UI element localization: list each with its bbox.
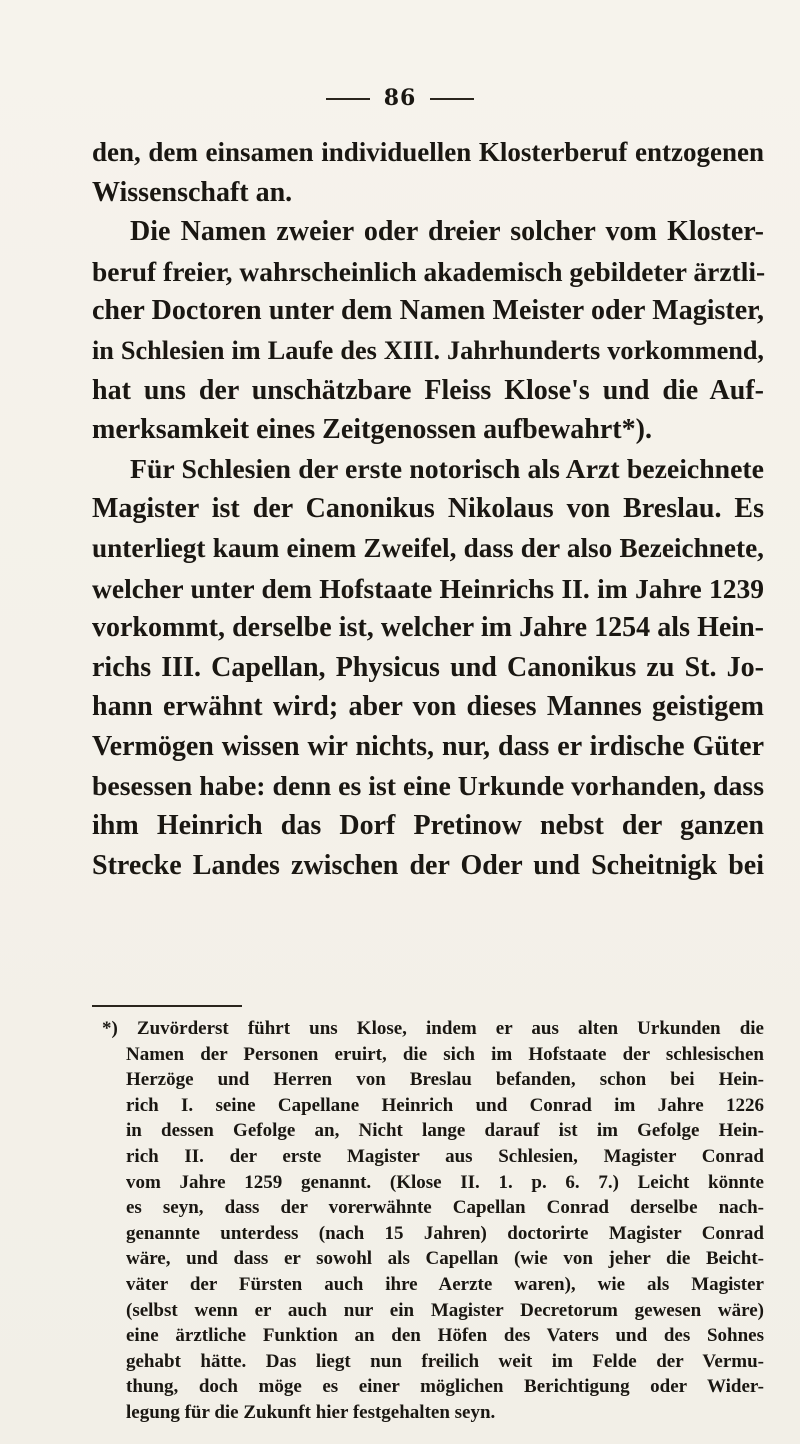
main-text bbox=[92, 133, 764, 885]
footnote-line: wäre, und dass er sowohl als Capellan (wie von jeher die Beicht- bbox=[126, 1248, 764, 1270]
footnote-line: in dessen Gefolge an, Nicht lange darauf ist im Gefolge Hein- bbox=[126, 1120, 764, 1142]
page-header bbox=[0, 85, 800, 111]
text-line: vorkommt, derselbe ist, welcher im Jahre 1254 als Hein- bbox=[92, 612, 764, 644]
footnote-line: gehabt hätte. Das liegt nun freilich weit im Felde der Vermu- bbox=[126, 1350, 764, 1372]
text-line: merksamkeit eines Zeitgenossen aufbewahrt*). bbox=[92, 414, 652, 446]
text-line: Wissenschaft an. bbox=[92, 176, 293, 208]
footnote-line: rich I. seine Capellane Heinrich und Conrad im Jahre 1226 bbox=[126, 1094, 764, 1116]
text-line: den, dem einsamen individuellen Klosterberuf entzogenen bbox=[92, 137, 764, 167]
page-number: 86 bbox=[383, 85, 417, 111]
footnote-line: Namen der Personen eruirt, die sich im Hofstaate der schlesischen bbox=[126, 1043, 764, 1065]
text-line: Strecke Landes zwischen der Oder und Scheitnigk bei bbox=[92, 849, 764, 881]
footnote-line: rich II. der erste Magister aus Schlesien, Magister Conrad bbox=[126, 1145, 764, 1167]
text-line: besessen habe: denn es ist eine Urkunde vorhanden, dass bbox=[92, 770, 764, 802]
footnote-line: thung, doch möge es einer möglichen Berichtigung oder Wider- bbox=[126, 1376, 764, 1398]
text-line: welcher unter dem Hofstaate Heinrichs II. im Jahre 1239 bbox=[92, 572, 764, 604]
header-dash-right bbox=[430, 98, 474, 100]
text-line: Für Schlesien der erste notorisch als Arzt bezeichnete bbox=[130, 453, 764, 485]
text-line: in Schlesien im Laufe des XIII. Jahrhunderts vorkommend, bbox=[92, 335, 764, 365]
footnote-line: väter der Fürsten auch ihre Aerzte waren), wie als Magister bbox=[126, 1273, 764, 1295]
text-line: hann erwähnt wird; aber von dieses Mannes geistigem bbox=[92, 691, 764, 723]
footnote-line: *) Zuvörderst führt uns Klose, indem er aus alten Urkunden die bbox=[102, 1018, 764, 1039]
footnote-line: legung für die Zukunft hier festgehalten seyn. bbox=[126, 1401, 496, 1423]
footnote-divider bbox=[92, 1005, 242, 1007]
text-line: ihm Heinrich das Dorf Pretinow nebst der ganzen bbox=[92, 810, 764, 842]
text-line: Magister ist der Canonikus Nikolaus von Breslau. Es bbox=[92, 493, 764, 525]
footnote-line: es seyn, dass der vorerwähnte Capellan Conrad derselbe nach- bbox=[126, 1197, 764, 1219]
text-line: richs III. Capellan, Physicus und Canonikus zu St. Jo- bbox=[92, 651, 764, 683]
text-line: cher Doctoren unter dem Namen Meister oder Magister, bbox=[92, 295, 764, 327]
text-line: hat uns der unschätzbare Fleiss Klose's und die Auf- bbox=[92, 374, 764, 406]
text-line: beruf freier, wahrscheinlich akademisch gebildeter ärztli- bbox=[92, 255, 766, 287]
footnote-line: eine ärztliche Funktion an den Höfen des Vaters und des Sohnes bbox=[126, 1325, 764, 1347]
footnote-line: (selbst wenn er auch nur ein Magister Decretorum gewesen wäre) bbox=[126, 1299, 764, 1321]
text-line: Die Namen zweier oder dreier solcher vom Kloster- bbox=[130, 216, 764, 248]
text-line: unterliegt kaum einem Zweifel, dass der also Bezeichnete, bbox=[92, 532, 764, 563]
header-dash-left bbox=[326, 98, 370, 100]
footnote-line: vom Jahre 1259 genannt. (Klose II. 1. p. 6. 7.) Leicht könnte bbox=[126, 1171, 764, 1193]
text-line: Vermögen wissen wir nichts, nur, dass er irdische Güter bbox=[92, 730, 764, 762]
footnote-line: genannte unterdess (nach 15 Jahren) doctorirte Magister Conrad bbox=[126, 1222, 764, 1244]
footnote bbox=[92, 1016, 764, 1426]
footnote-line: Herzöge und Herren von Breslau befanden, schon bei Hein- bbox=[126, 1069, 764, 1091]
